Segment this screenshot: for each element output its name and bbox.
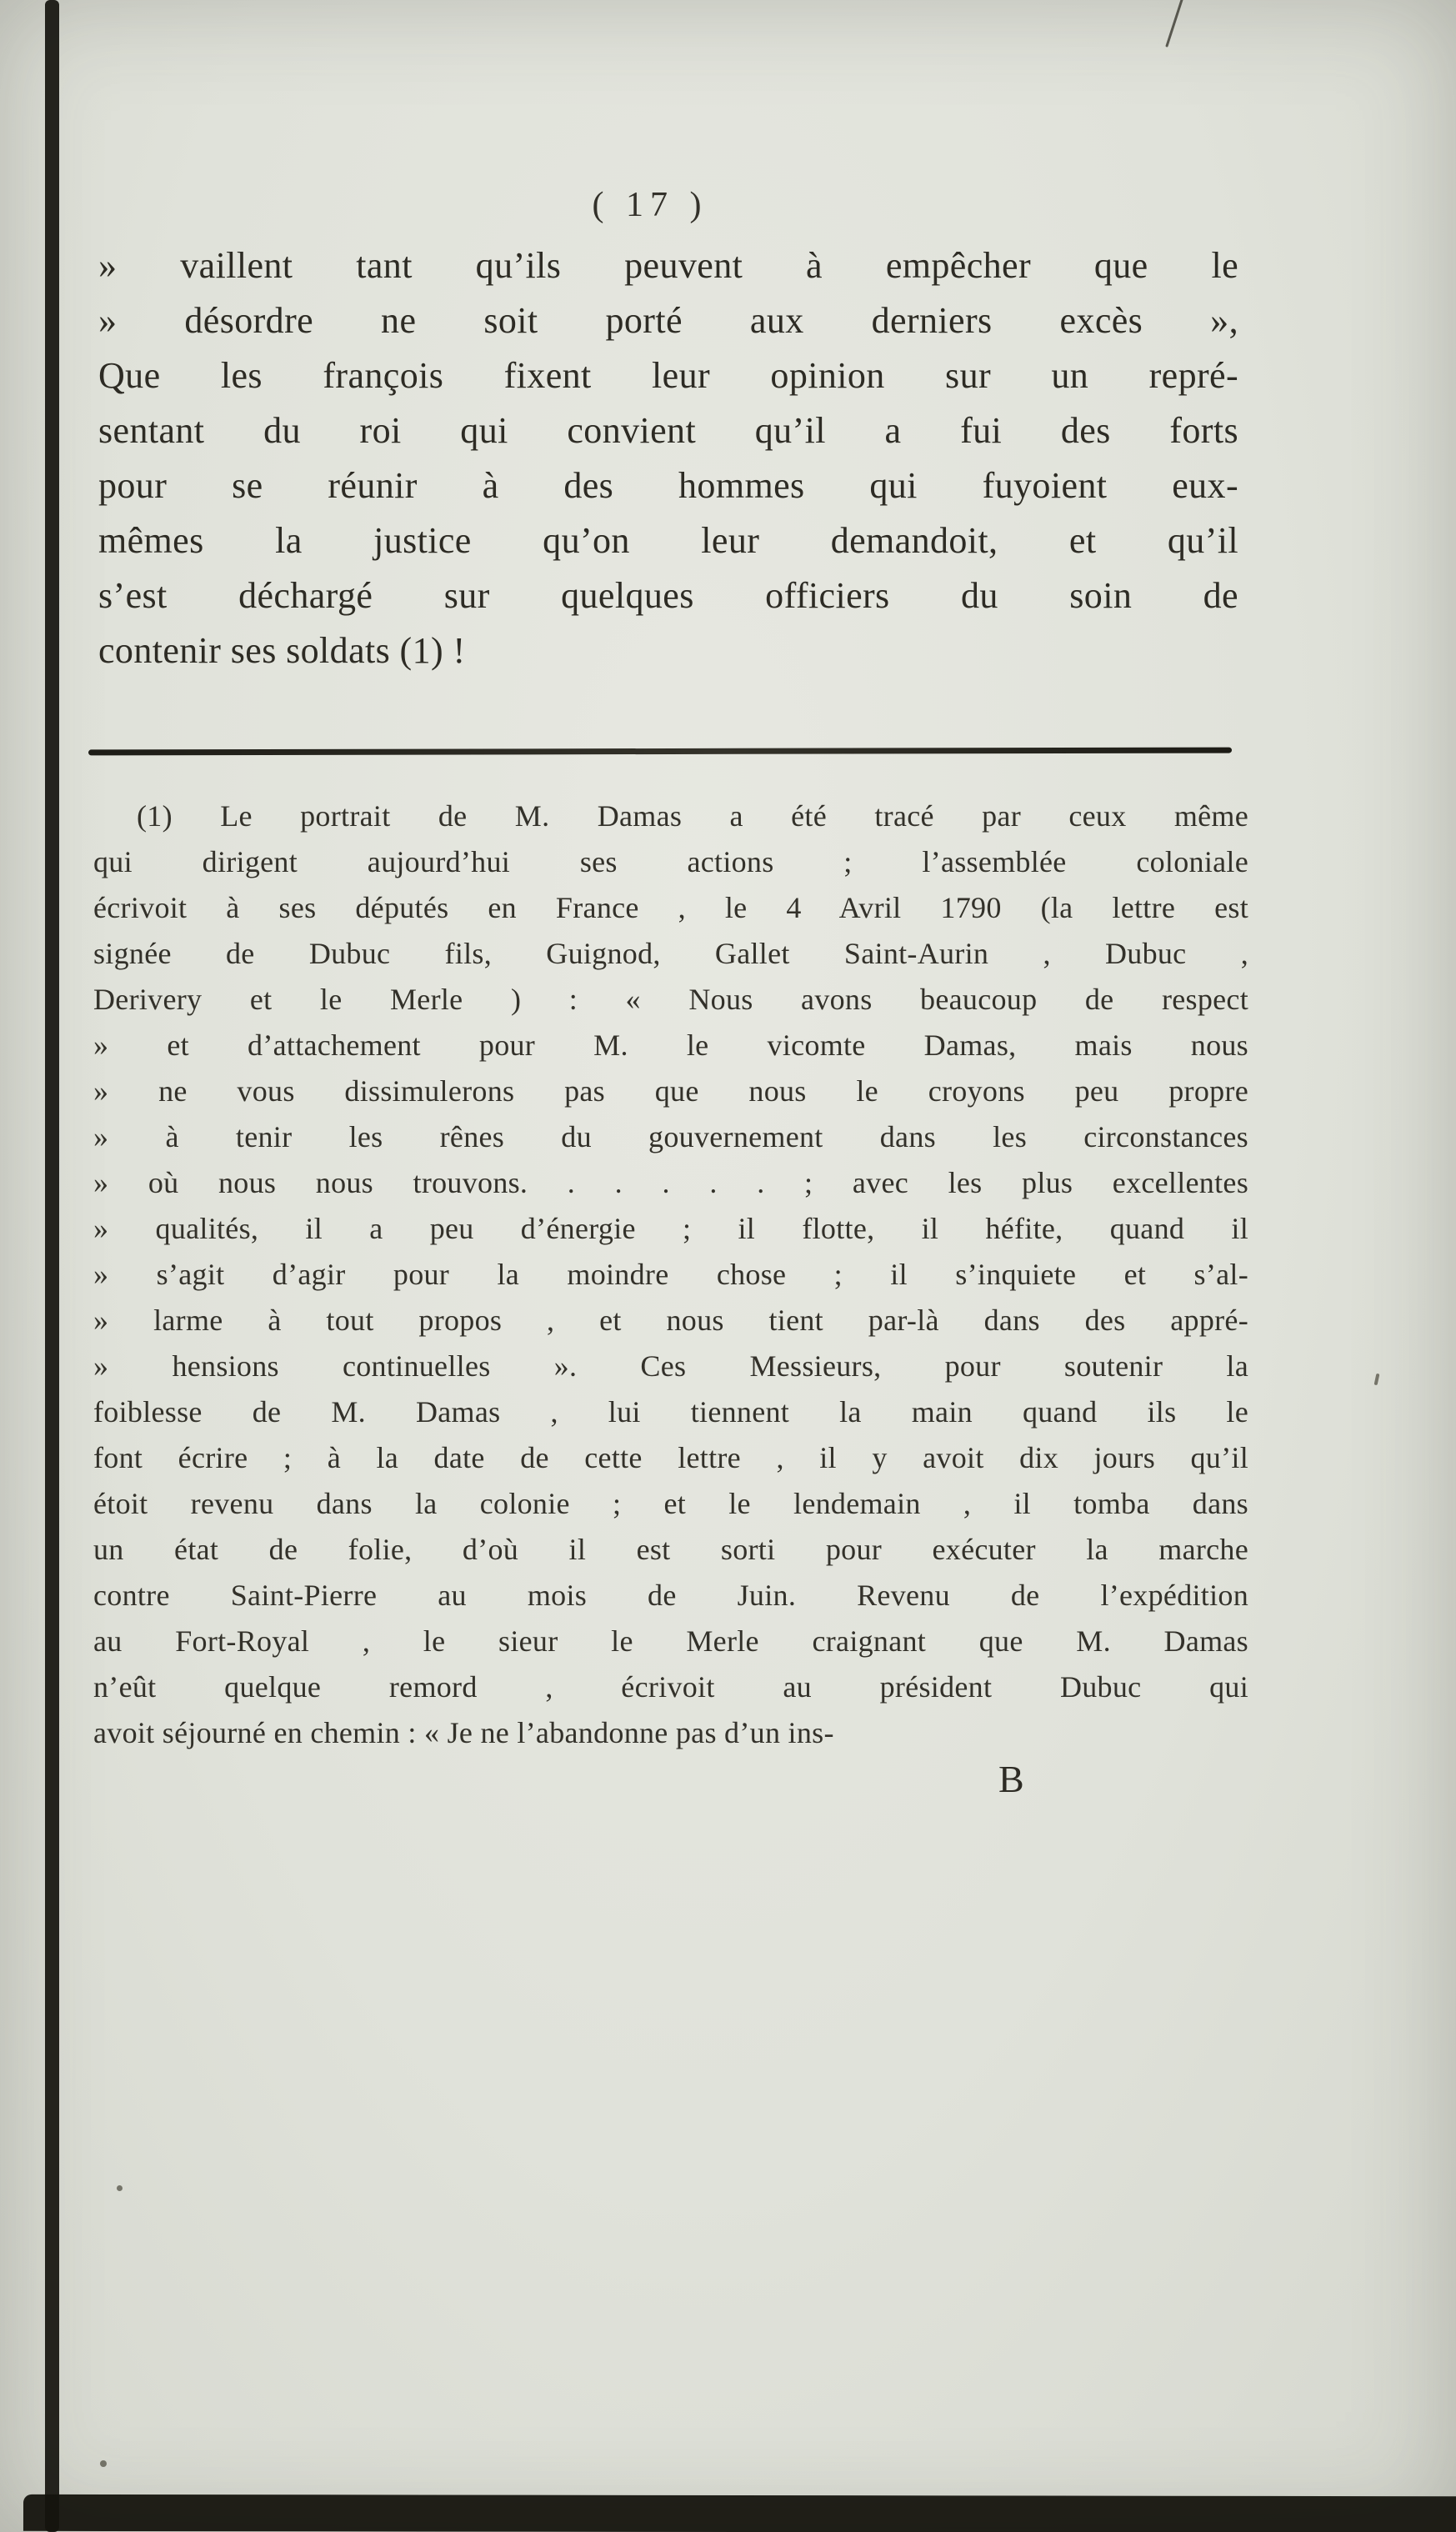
footnote-line: avoit séjourné en chemin : « Je ne l’abandonne pas d’un ins-	[93, 1716, 834, 1749]
footnote-line: qui dirigent aujourd’hui ses actions ; l’assemblée coloniale	[93, 845, 1248, 878]
body-line: s’est déchargé sur quelques officiers du soin de	[98, 575, 1238, 616]
page-number: ( 17 )	[592, 186, 708, 224]
footnote-line: » s’agit d’agir pour la moindre chose ; il s’inquiete et s’al-	[93, 1258, 1248, 1291]
scan-edge-left	[45, 0, 59, 2532]
footnote-line: » à tenir les rênes du gouvernement dans les circonstances	[93, 1120, 1248, 1153]
footnote-line: écrivoit à ses députés en France , le 4 Avril 1790 (la lettre est	[93, 891, 1248, 924]
footnote-line: » ne vous dissimulerons pas que nous le croyons peu propre	[93, 1074, 1248, 1108]
footnote-line: » larme à tout propos , et nous tient par-là dans des appré-	[93, 1304, 1248, 1337]
footnote-line: » hensions continuelles ». Ces Messieurs, pour soutenir la	[93, 1349, 1248, 1383]
scan-edge-bottom	[23, 2494, 1456, 2532]
signature-mark: B	[998, 1758, 1024, 1800]
footnote-line: n’eût quelque remord , écrivoit au président Dubuc qui	[93, 1670, 1248, 1704]
footnote-line: font écrire ; à la date de cette lettre , il y avoit dix jours qu’il	[93, 1441, 1248, 1474]
footnote-line: contre Saint-Pierre au mois de Juin. Revenu de l’expédition	[93, 1579, 1248, 1612]
body-line: pour se réunir à des hommes qui fuyoient eux-	[98, 465, 1238, 506]
scan-artifact-speck	[100, 2460, 107, 2467]
scan-artifact-speck	[117, 2185, 123, 2191]
scan-artifact-hair	[1165, 0, 1184, 48]
footnote-line: Derivery et le Merle ) : « Nous avons beaucoup de respect	[93, 983, 1248, 1016]
footnote-line: » qualités, il a peu d’énergie ; il flotte, il héfite, quand il	[93, 1212, 1248, 1245]
footnote-block	[93, 793, 1248, 1756]
footnote-line: au Fort-Royal , le sieur le Merle craignant que M. Damas	[93, 1624, 1248, 1658]
body-line: sentant du roi qui convient qu’il a fui des forts	[98, 410, 1238, 451]
footnote-line: signée de Dubuc fils, Guignod, Gallet Saint-Aurin , Dubuc ,	[93, 937, 1248, 970]
footnote-line: » et d’attachement pour M. le vicomte Damas, mais nous	[93, 1028, 1248, 1062]
body-line: contenir ses soldats (1) !	[98, 630, 466, 671]
footnote-line: (1) Le portrait de M. Damas a été tracé par ceux même	[137, 799, 1248, 833]
body-line: mêmes la justice qu’on leur demandoit, et qu’il	[98, 520, 1238, 561]
body-line: » désordre ne soit porté aux derniers excès »,	[98, 300, 1238, 341]
main-text-block	[98, 238, 1238, 678]
scan-artifact-speck	[1374, 1374, 1380, 1386]
footnote-line: » où nous nous trouvons. . . . . . ; avec les plus excellentes	[93, 1166, 1248, 1199]
footnote-line: foiblesse de M. Damas , lui tiennent la main quand ils le	[93, 1395, 1248, 1429]
footnote-line: étoit revenu dans la colonie ; et le lendemain , il tomba dans	[93, 1487, 1248, 1520]
body-line: Que les françois fixent leur opinion sur un repré-	[98, 355, 1238, 396]
body-line: » vaillent tant qu’ils peuvent à empêcher que le	[98, 245, 1238, 286]
footnote-divider	[88, 748, 1232, 756]
footnote-line: un état de folie, d’où il est sorti pour exécuter la marche	[93, 1533, 1248, 1566]
